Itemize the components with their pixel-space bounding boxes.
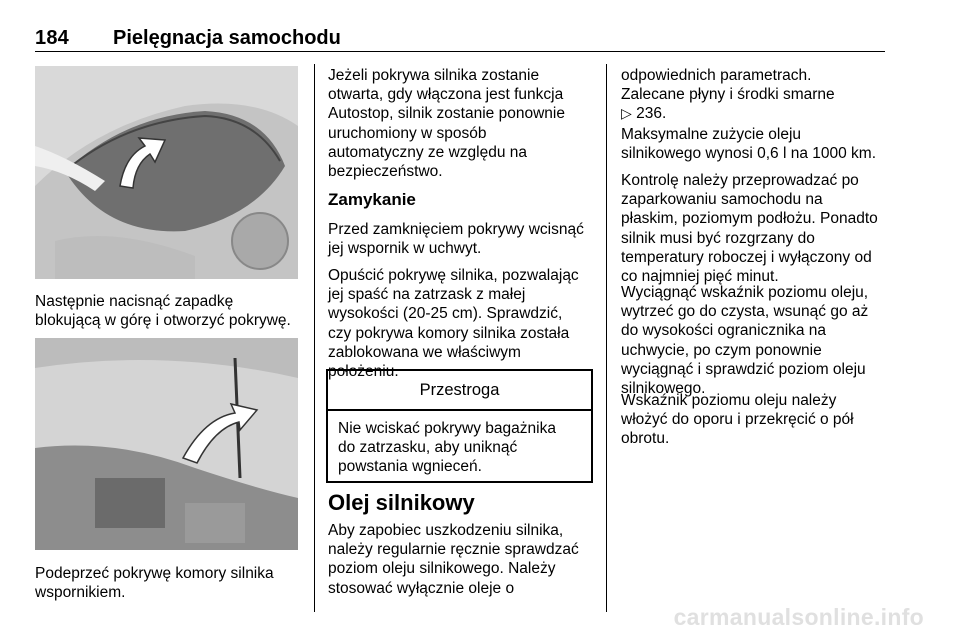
oil-paragraph-1: Aby zapobiec uszkodzeniu silnika, należy regularnie ręcznie sprawdzać poziom oleju silnikowego. Należy stosować wyłącznie oleje o xyxy=(328,522,579,597)
oil-section-heading: Olej silnikowy xyxy=(328,490,475,515)
closing-paragraph-1: Przed zamknięciem pokrywy wcisnąć jej wspornik w uchwyt. xyxy=(328,221,584,258)
page-reference[interactable]: ▷ 236. xyxy=(621,105,667,123)
closing-heading: Zamykanie xyxy=(328,190,416,209)
page-reference-arrow-icon: ▷ xyxy=(621,106,632,123)
column-divider xyxy=(606,64,607,612)
closing-paragraph-2: Opuścić pokrywę silnika, pozwalając jej spaść na zatrzask z małej wysokości (20-25 cm). Sprawdzić, czy pokrywa komory silnika została zablokowana we właściwym położeniu. xyxy=(328,267,579,381)
column-divider xyxy=(314,64,315,612)
page-title: Pielęgnacja samochodu xyxy=(113,27,341,49)
caption-hood-support-line1: Podeprzeć pokrywę komory silnika xyxy=(35,565,274,582)
caption-open-hood-line2: blokującą w górę i otworzyć pokrywę. xyxy=(35,312,291,329)
caution-box xyxy=(326,369,593,483)
oil-consumption-paragraph: Maksymalne zużycie oleju silnikowego wynosi 0,6 l na 1000 km. xyxy=(621,126,877,163)
caption-hood-support-line2: wspornikiem. xyxy=(35,584,126,601)
caption-open-hood-line1: Następnie nacisnąć zapadkę xyxy=(35,293,234,310)
caution-text: Nie wciskać pokrywy bagażnika do zatrzasku, aby uniknąć powstania wgnieceń. xyxy=(338,420,556,476)
intro-paragraph: Jeżeli pokrywa silnika zostanie otwarta, gdy włączona jest funkcja Autostop, silnik zostanie ponownie uruchomiony w sposób automatyczny ze względu na bezpieczeństwo. xyxy=(328,67,565,181)
caution-title: Przestroga xyxy=(328,371,591,411)
header-rule xyxy=(35,51,885,52)
dipstick-insert-paragraph: Wskaźnik poziomu oleju należy włożyć do oporu i przekręcić o pół obrotu. xyxy=(621,392,854,448)
oil-paragraph-continued: odpowiednich parametrach. Zalecane płyny i środki smarne ▷ 236. xyxy=(621,66,835,125)
oil-check-conditions-paragraph: Kontrolę należy przeprowadzać po zaparkowaniu samochodu na płaskim, poziomym podłożu. Ponadto silnik musi być rozgrzany do temperatury roboczej i wyłączony od co najmniej pięć minut. xyxy=(621,172,878,286)
page-number: 184 xyxy=(35,27,69,49)
hood-support-illustration xyxy=(35,338,298,550)
watermark: carmanualsonline.info xyxy=(673,604,924,630)
hood-opening-illustration xyxy=(35,66,298,279)
dipstick-procedure-paragraph: Wyciągnąć wskaźnik poziomu oleju, wytrzeć go do czysta, wsunąć go aż do wysokości ogranicznika na uchwycie, po czym ponownie wyciągnąć i sprawdzić poziom oleju silnikowego. xyxy=(621,284,869,398)
